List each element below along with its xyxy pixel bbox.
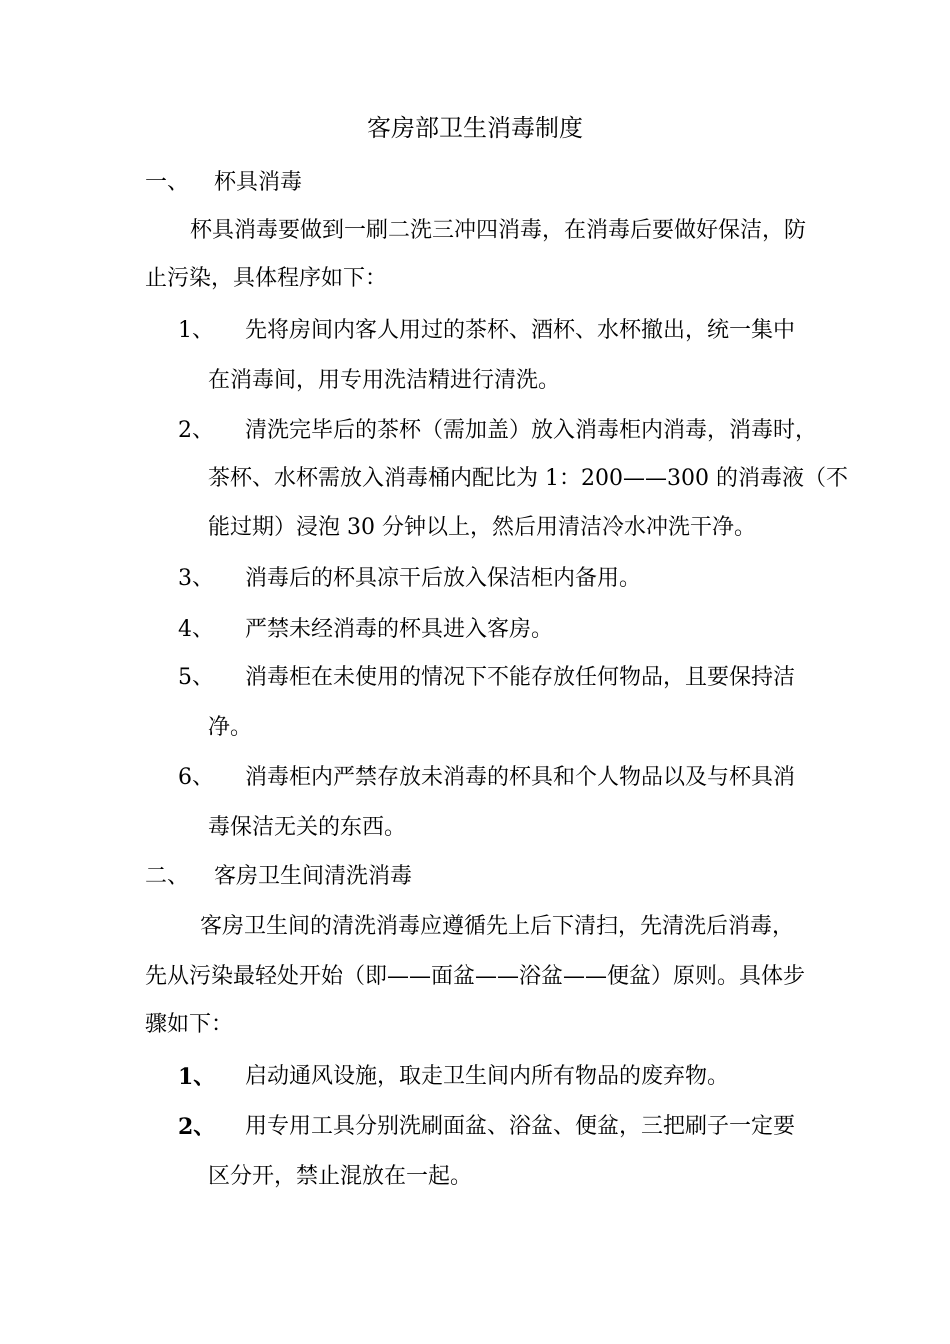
s1-item-2-number: 2、: [178, 418, 214, 443]
s1-item-4-number: 4、: [178, 617, 214, 642]
s1-item-1-line-2: 在消毒间，用专用洗洁精进行清洗。: [208, 368, 561, 393]
s2-item-1-line-1: 启动通风设施，取走卫生间内所有物品的废弃物。: [245, 1064, 730, 1089]
s1-item-6-line-1: 消毒柜内严禁存放未消毒的杯具和个人物品以及与杯具消: [245, 765, 796, 790]
s1-item-1-number: 1、: [178, 318, 214, 343]
s1-item-5-line-2: 净。: [208, 715, 253, 740]
s1-item-4-line-1: 严禁未经消毒的杯具进入客房。: [245, 617, 554, 642]
section-1-intro-line-1: 杯具消毒要做到一刷二洗三冲四消毒，在消毒后要做好保洁，防: [190, 218, 807, 243]
s2-item-2-line-1: 用专用工具分别洗刷面盆、浴盆、便盆，三把刷子一定要: [245, 1114, 796, 1139]
s2-item-1-number: 1、: [178, 1064, 216, 1090]
section-1-number: 一、: [145, 170, 190, 195]
s1-item-2-line-1: 清洗完毕后的茶杯（需加盖）放入消毒柜内消毒，消毒时，: [245, 418, 818, 443]
s1-item-3-number: 3、: [178, 566, 214, 591]
section-2-intro-line-1: 客房卫生间的清洗消毒应遵循先上后下清扫，先清洗后消毒，: [200, 914, 795, 939]
s1-item-6-line-2: 毒保洁无关的东西。: [208, 815, 407, 840]
s1-item-2-line-2: 茶杯、水杯需放入消毒桶内配比为 1：200——300 的消毒液（不: [208, 466, 848, 491]
s1-item-5-line-1: 消毒柜在未使用的情况下不能存放任何物品，且要保持洁: [245, 665, 796, 690]
s1-item-5-number: 5、: [178, 665, 214, 690]
page-title: 客房部卫生消毒制度: [367, 114, 583, 142]
s1-item-3-line-1: 消毒后的杯具凉干后放入保洁柜内备用。: [245, 566, 642, 591]
s2-item-2-line-2: 区分开，禁止混放在一起。: [208, 1164, 473, 1189]
section-2-intro-line-2: 先从污染最轻处开始（即——面盆——浴盆——便盆）原则。具体步: [145, 964, 806, 989]
section-2-intro-line-3: 骤如下：: [145, 1012, 234, 1037]
s1-item-2-line-3: 能过期）浸泡 30 分钟以上，然后用清洁冷水冲洗干净。: [208, 515, 756, 540]
section-1-intro-line-2: 止污染，具体程序如下：: [145, 266, 388, 291]
section-1-heading: 杯具消毒: [214, 170, 303, 195]
s1-item-1-line-1: 先将房间内客人用过的茶杯、酒杯、水杯撤出，统一集中: [245, 318, 796, 343]
section-2-number: 二、: [145, 864, 190, 889]
section-2-heading: 客房卫生间清洗消毒: [214, 864, 413, 889]
s1-item-6-number: 6、: [178, 765, 214, 790]
s2-item-2-number: 2、: [178, 1114, 216, 1140]
